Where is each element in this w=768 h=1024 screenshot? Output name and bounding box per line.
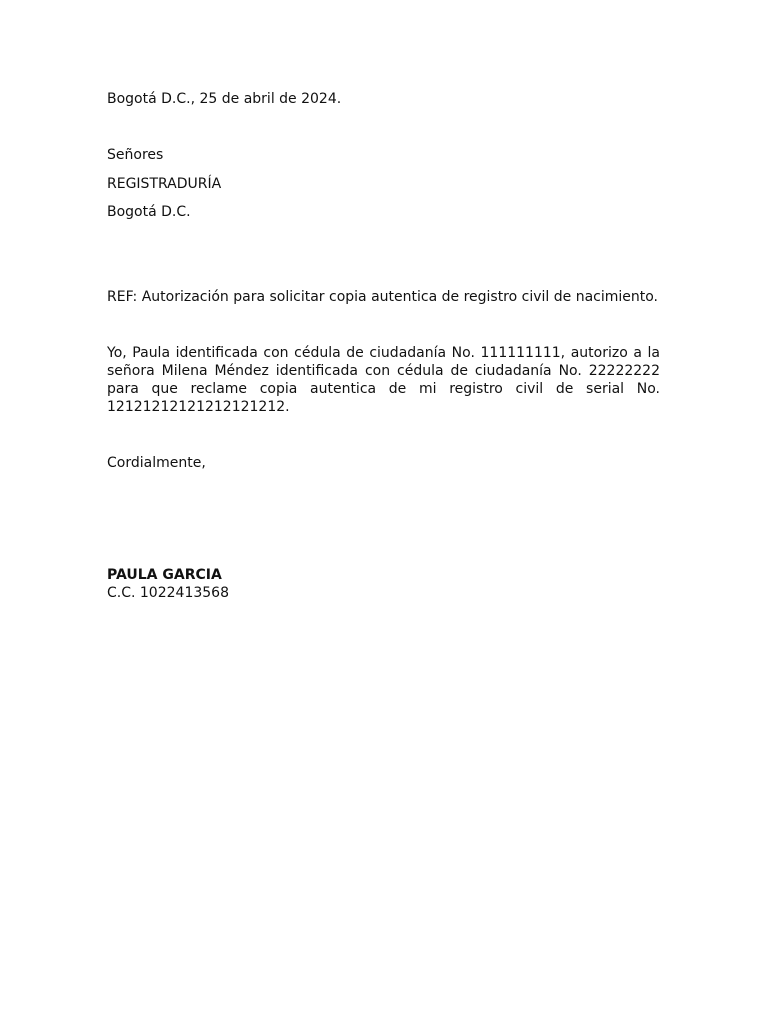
- recipient-salutation: Señores: [107, 147, 164, 163]
- recipient-city: Bogotá D.C.: [107, 204, 191, 220]
- signer-name: PAULA GARCIA: [107, 567, 222, 583]
- recipient-organization: REGISTRADURÍA: [107, 176, 222, 192]
- date-line: Bogotá D.C., 25 de abril de 2024.: [107, 91, 342, 107]
- signer-id: C.C. 1022413568: [107, 585, 229, 601]
- letter-body: Yo, Paula identificada con cédula de ciudadanía No. 111111111, autorizo a la señora Milena Méndez identificada con cédula de ciudadanía No. 22222222 para que reclame copia autentica de mi registro civil de serial No. 12121212121212121212.: [107, 345, 660, 415]
- closing-line: Cordialmente,: [107, 455, 206, 471]
- reference-line: REF: Autorización para solicitar copia autentica de registro civil de nacimiento.: [107, 289, 659, 305]
